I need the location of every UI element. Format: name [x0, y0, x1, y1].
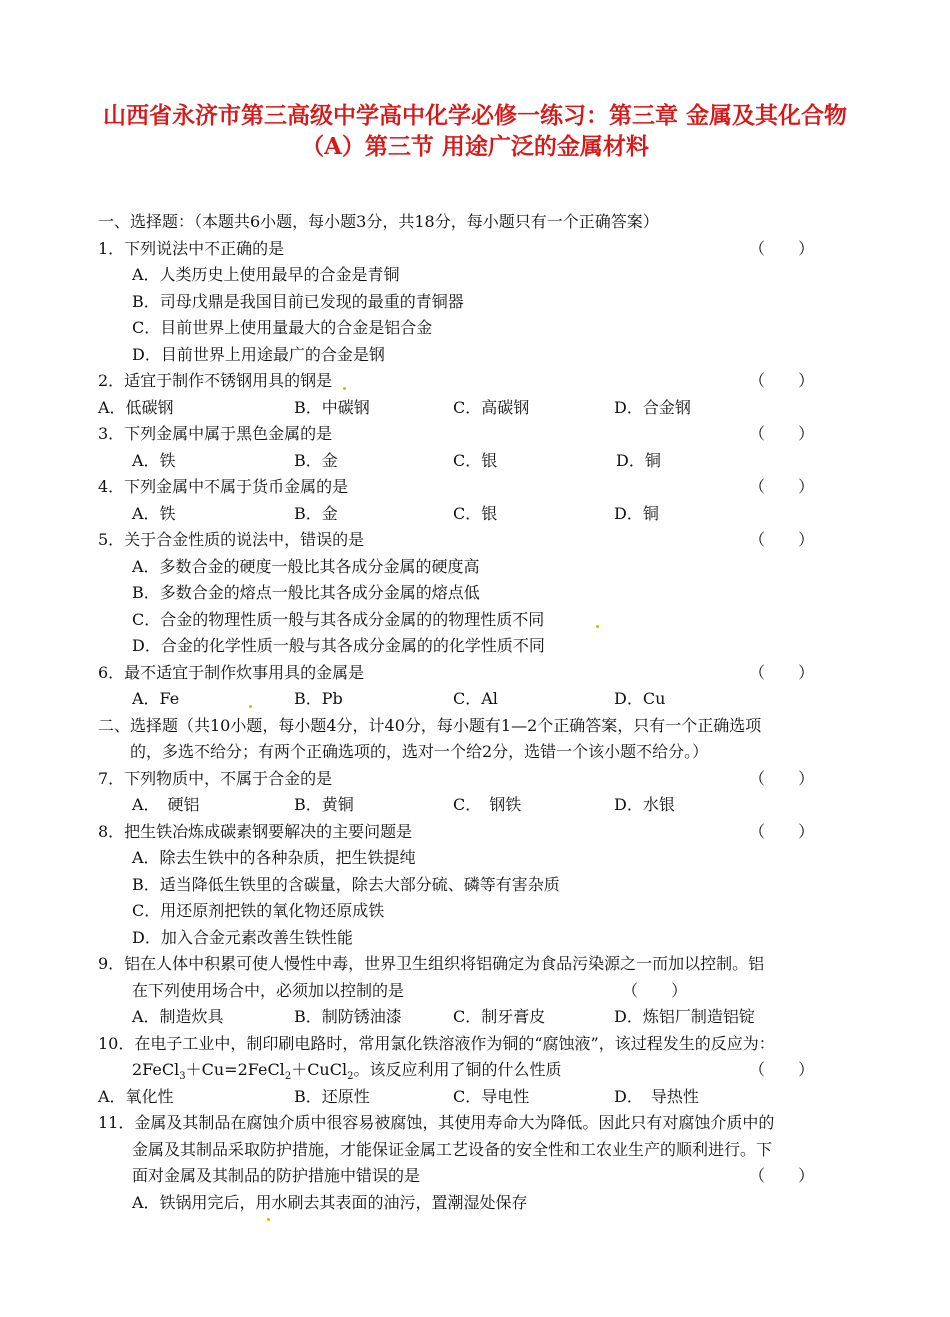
question-10-equation: 2FeCl$_3$＋Cu=2FeCl$_2$＋CuCl$_2$。该反应利用了铜的什么性质 （ ）	[98, 1057, 858, 1084]
answer-paren: （ ）	[749, 768, 829, 788]
q9-option-c: C．制牙膏皮	[453, 1007, 546, 1026]
q10-option-c: C．导电性	[453, 1086, 530, 1106]
question-2: 2．适宜于制作不锈钢用具的钢是 （ ）	[98, 368, 858, 395]
exercise-document	[98, 209, 858, 1216]
q8-option-a: A．除去生铁中的各种杂质，把生铁提纯	[132, 848, 416, 867]
q3-options	[98, 448, 858, 475]
question-11: 11．金属及其制品在腐蚀介质中很容易被腐蚀，其使用寿命大为降低。因此只有对腐蚀介质中的	[98, 1113, 775, 1132]
q9-option-b: B．制防锈油漆	[294, 1007, 402, 1026]
answer-paren: （ ）	[749, 1166, 829, 1185]
q6-option-c: C．Al	[453, 689, 498, 708]
section-2-heading: 二、选择题（共10小题，每小题4分，计40分，每小题有1—2个正确答案，只有一个正确选项	[98, 715, 762, 735]
q4-options	[98, 501, 858, 528]
q10-option-a: A．氧化性	[98, 1086, 174, 1106]
q1-option-a: A．人类历史上使用最早的合金是青铜	[132, 265, 400, 284]
answer-paren: （ ）	[622, 980, 702, 1000]
answer-paren: （ ）	[749, 821, 829, 841]
section-2-heading-cont: 的，多选不给分；有两个正确选项的，选对一个给2分，选错一个该小题不给分。）	[130, 742, 709, 761]
question-5: 5．关于合金性质的说法中，错误的是 （ ）	[98, 527, 858, 554]
question-10: 10．在电子工业中，制印刷电路时，常用氯化铁溶液作为铜的“腐蚀液”，该过程发生的反应为：	[98, 1033, 775, 1053]
question-4: 4．下列金属中不属于货币金属的是 （ ）	[98, 474, 858, 501]
scan-speck	[267, 1218, 270, 1221]
q7-options	[98, 792, 858, 819]
q8-option-b: B．适当降低生铁里的含碳量，除去大部分硫、磷等有害杂质	[132, 874, 560, 894]
q9-option-d: D．炼铝厂制造铝锭	[614, 1007, 755, 1026]
q6-options	[98, 686, 858, 713]
q6-option-a: A．Fe	[132, 689, 180, 708]
q10-options	[98, 1084, 858, 1111]
answer-paren: （ ）	[749, 371, 829, 390]
q3-option-b: B．金	[294, 450, 338, 470]
q4-option-d: D．铜	[614, 503, 659, 523]
q8-option-d: D．加入合金元素改善生铁性能	[132, 927, 353, 947]
q2-option-a: A．低碳钢	[98, 397, 174, 417]
q10-option-b: B．还原性	[294, 1086, 370, 1106]
q1-option-c: C．目前世界上使用量最大的合金是铝合金	[132, 318, 433, 337]
page-title: 山西省永济市第三高级中学高中化学必修一练习：第三章 金属及其化合物 （A）第三节 用途广泛的金属材料	[102, 102, 847, 160]
q10-option-d: D． 导热性	[614, 1086, 699, 1106]
question-11-cont: 金属及其制品采取防护措施，才能保证金属工艺设备的安全性和工农业生产的顺利进行。下	[132, 1139, 773, 1159]
answer-paren: （ ）	[749, 530, 829, 549]
question-9: 9．铝在人体中积累可使人慢性中毒，世界卫生组织将铝确定为食品污染源之一而加以控制。铝	[98, 954, 765, 973]
question-1: 1．下列说法中不正确的是 （ ）	[98, 236, 858, 263]
q2-option-d: D．合金钢	[614, 397, 691, 417]
q3-option-c: C．银	[453, 450, 498, 470]
q9-options	[98, 1004, 858, 1031]
q2-options	[98, 395, 858, 422]
q4-option-b: B．金	[294, 503, 338, 523]
q5-option-a: A．多数合金的硬度一般比其各成分金属的硬度高	[132, 556, 480, 576]
question-8: 8．把生铁冶炼成碳素钢要解决的主要问题是 （ ）	[98, 819, 858, 846]
section-1-heading: 一、选择题：（本题共6小题，每小题3分，共18分，每小题只有一个正确答案）	[98, 212, 659, 231]
q3-option-a: A．铁	[132, 450, 176, 470]
question-7: 7．下列物质中，不属于合金的是 （ ）	[98, 766, 858, 793]
q7-option-a: A． 硬铝	[132, 795, 200, 814]
q3-option-d: D．铜	[616, 450, 661, 470]
scan-speck	[249, 705, 252, 708]
q1-option-d: D．目前世界上用途最广的合金是钢	[132, 344, 385, 364]
q7-option-b: B．黄铜	[294, 795, 354, 814]
q11-option-a: A．铁锅用完后，用水刷去其表面的油污，置潮湿处保存	[132, 1192, 528, 1212]
question-9-cont: 在下列使用场合中，必须加以控制的是 （ ）	[98, 978, 858, 1005]
answer-paren: （ ）	[749, 1060, 829, 1079]
q5-option-c: C．合金的物理性质一般与其各成分金属的的物理性质不同	[132, 609, 545, 629]
answer-paren: （ ）	[749, 238, 829, 258]
q5-option-b: B．多数合金的熔点一般比其各成分金属的熔点低	[132, 583, 480, 602]
q6-option-d: D．Cu	[614, 689, 666, 708]
q7-option-d: D．水银	[614, 795, 675, 814]
q5-option-d: D．合金的化学性质一般与其各成分金属的的化学性质不同	[132, 636, 545, 655]
answer-paren: （ ）	[749, 424, 829, 443]
scan-speck	[596, 625, 599, 628]
scan-speck	[343, 387, 346, 390]
q7-option-c: C． 钢铁	[453, 795, 522, 814]
q1-option-b: B．司母戊鼎是我国目前已发现的最重的青铜器	[132, 291, 464, 311]
question-6: 6．最不适宜于制作炊事用具的金属是 （ ）	[98, 660, 858, 687]
q8-option-c: C．用还原剂把铁的氧化物还原成铁	[132, 901, 385, 920]
q9-option-a: A．制造炊具	[132, 1007, 224, 1026]
answer-paren: （ ）	[749, 662, 829, 682]
q6-option-b: B．Pb	[294, 689, 343, 708]
question-11-cont2: 面对金属及其制品的防护措施中错误的是 （ ）	[98, 1163, 858, 1190]
q2-option-c: C．高碳钢	[453, 397, 530, 417]
question-3: 3．下列金属中属于黑色金属的是 （ ）	[98, 421, 858, 448]
answer-paren: （ ）	[749, 477, 829, 496]
q4-option-a: A．铁	[132, 503, 176, 523]
q2-option-b: B．中碳钢	[294, 397, 370, 417]
q4-option-c: C．银	[453, 503, 498, 523]
